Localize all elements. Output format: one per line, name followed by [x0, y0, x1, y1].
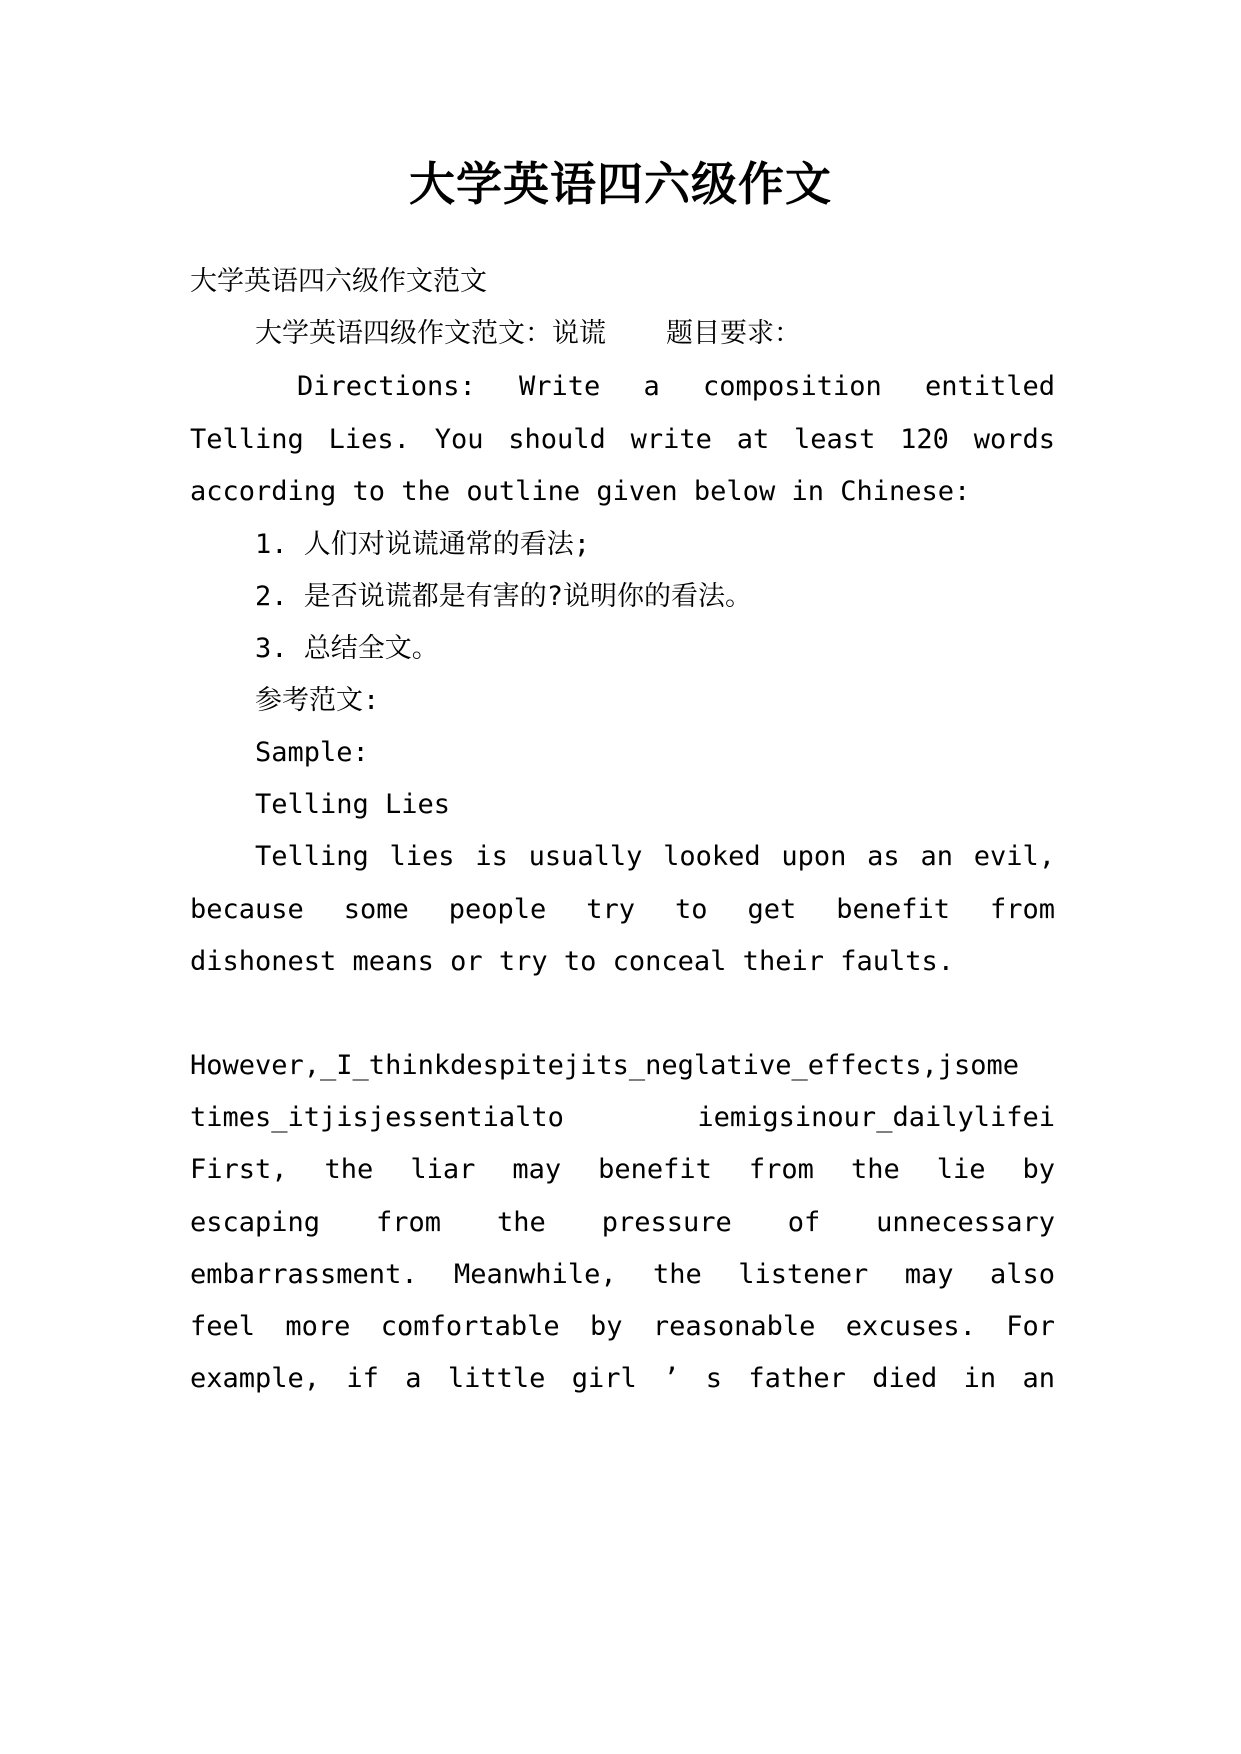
para2-line-7: example, if a little girl ’ s father died in an — [190, 1363, 1055, 1394]
directions-line-1: Directions: Write a composition entitled — [297, 371, 1055, 402]
sample-label: Sample: — [255, 737, 369, 768]
subtitle: 大学英语四六级作文范文 — [190, 266, 487, 297]
para1-line-3: dishonest means or try to conceal their faults. — [190, 946, 955, 977]
para1-line-2: because some people try to get benefit from — [190, 894, 1055, 925]
reference-label: 参考范文: — [255, 685, 380, 716]
outline-item-1: 1. 人们对说谎通常的看法; — [255, 529, 591, 560]
para2-line-5: embarrassment. Meanwhile, the listener may also — [190, 1259, 1055, 1290]
outline-item-3: 3. 总结全文。 — [255, 633, 439, 664]
intro-line — [255, 320, 1055, 347]
requirements-label: 题目要求： — [666, 318, 801, 349]
directions-line-2: Telling Lies. You should write at least 120 words — [190, 424, 1055, 455]
directions-line-3: according to the outline given below in Chinese: — [190, 476, 971, 507]
essay-title: Telling Lies — [255, 789, 451, 820]
para2-line-1: However,_I_thinkdespitejits_neglative_effects,jsome — [190, 1050, 1020, 1081]
para2-line-4: escaping from the pressure of unnecessary — [190, 1207, 1055, 1238]
para2-line-6: feel more comfortable by reasonable excuses. For — [190, 1311, 1055, 1342]
intro-text: 大学英语四级作文范文：说谎 — [255, 318, 606, 349]
para1-line-1: Telling lies is usually looked upon as an evil, — [255, 841, 1055, 872]
outline-item-2: 2. 是否说谎都是有害的?说明你的看法。 — [255, 581, 753, 612]
document-title: 大学英语四六级作文 — [409, 157, 832, 211]
para2-line-3: First, the liar may benefit from the lie by — [190, 1154, 1055, 1185]
para2-line-2: times_itjisjessentialto iemigsinour_dailylifei — [190, 1102, 1055, 1133]
